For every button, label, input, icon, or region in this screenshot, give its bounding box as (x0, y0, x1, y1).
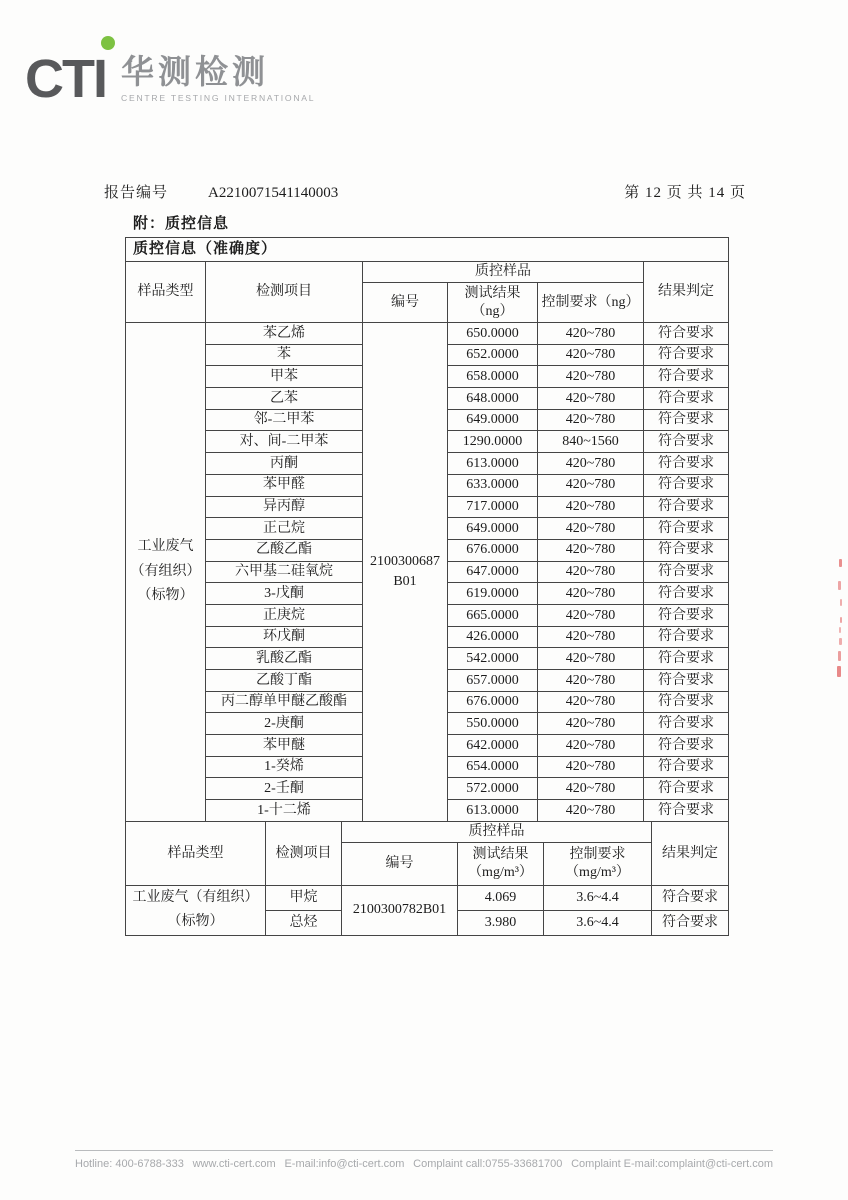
result-judge-cell: 符合要求 (644, 626, 729, 648)
control-req-cell: 420~780 (538, 366, 644, 388)
control-req-cell: 420~780 (538, 756, 644, 778)
test-item-cell: 丙二醇单甲醚乙酸酯 (206, 691, 363, 713)
test-item-cell: 1-癸烯 (206, 756, 363, 778)
control-req-cell: 3.6~4.4 (544, 910, 652, 935)
col-header-test-item: 检测项目 (266, 821, 342, 885)
footer-complaint-call: Complaint call:0755-33681700 (413, 1158, 563, 1170)
test-item-cell: 六甲基二硅氧烷 (206, 561, 363, 583)
result-judge-cell: 符合要求 (644, 800, 729, 822)
test-result-cell: 613.0000 (448, 453, 538, 475)
result-judge-cell: 符合要求 (644, 713, 729, 735)
test-result-cell: 658.0000 (448, 366, 538, 388)
attachment-title: 附：质控信息 (133, 216, 230, 232)
report-no-value: A2210071541140003 (208, 185, 339, 201)
qc-table-accuracy (125, 237, 729, 822)
sample-no-cell: 2100300782B01 (342, 885, 458, 935)
col-header-sample-no: 编号 (363, 283, 448, 323)
qc-tables (125, 237, 730, 936)
result-judge-cell: 符合要求 (644, 604, 729, 626)
test-result-cell: 650.0000 (448, 323, 538, 345)
test-result-cell: 642.0000 (448, 735, 538, 757)
logo-en-name: CENTRE TESTING INTERNATIONAL (121, 93, 316, 103)
result-judge-cell: 符合要求 (644, 388, 729, 410)
test-result-cell: 649.0000 (448, 518, 538, 540)
logo-cn-name: 华测检测 (121, 53, 269, 91)
test-item-cell: 苯甲醛 (206, 474, 363, 496)
control-req-cell: 420~780 (538, 561, 644, 583)
report-no-label: 报告编号 (104, 185, 169, 201)
test-item-cell: 苯 (206, 344, 363, 366)
test-item-cell: 正己烷 (206, 518, 363, 540)
result-judge-cell: 符合要求 (644, 366, 729, 388)
test-item-cell: 环戊酮 (206, 626, 363, 648)
control-req-cell: 420~780 (538, 344, 644, 366)
result-judge-cell: 符合要求 (644, 735, 729, 757)
cti-letters: CTI (25, 49, 106, 109)
col-header-control-req: 控制要求（ng） (538, 283, 644, 323)
control-req-cell: 3.6~4.4 (544, 885, 652, 910)
result-judge-cell: 符合要求 (644, 561, 729, 583)
page-info: 第 12 页 共 14 页 (624, 185, 746, 201)
sample-type-cell: 工业废气（有组织） （标物） (126, 885, 266, 935)
sample-no-cell: 2100300687 B01 (363, 323, 448, 822)
result-judge-cell: 符合要求 (644, 409, 729, 431)
test-result-cell: 619.0000 (448, 583, 538, 605)
result-judge-cell: 符合要求 (644, 453, 729, 475)
logo-green-dot-icon (101, 36, 115, 50)
footer-complaint-email: Complaint E-mail:complaint@cti-cert.com (571, 1158, 773, 1170)
test-item-cell: 乙酸乙酯 (206, 539, 363, 561)
cti-wordmark (25, 36, 106, 109)
test-result-cell: 654.0000 (448, 756, 538, 778)
control-req-cell: 420~780 (538, 474, 644, 496)
test-result-cell: 542.0000 (448, 648, 538, 670)
header-row-1 (126, 821, 729, 842)
test-item-cell: 乙苯 (206, 388, 363, 410)
col-header-qc-sample: 质控样品 (342, 821, 652, 842)
test-result-cell: 647.0000 (448, 561, 538, 583)
control-req-cell: 420~780 (538, 670, 644, 692)
cti-logo (25, 36, 316, 109)
control-req-cell: 420~780 (538, 800, 644, 822)
footer-contact-line (75, 1158, 773, 1170)
result-judge-cell: 符合要求 (652, 910, 729, 935)
control-req-cell: 420~780 (538, 691, 644, 713)
control-req-cell: 420~780 (538, 409, 644, 431)
control-req-cell: 420~780 (538, 496, 644, 518)
footer-email: E-mail:info@cti-cert.com (284, 1158, 405, 1170)
test-result-cell: 3.980 (458, 910, 544, 935)
footer-hotline: Hotline: 400-6788-333 (75, 1158, 184, 1170)
control-req-cell: 840~1560 (538, 431, 644, 453)
table-row (126, 885, 729, 910)
test-item-cell: 2-壬酮 (206, 778, 363, 800)
table-title-row (126, 238, 729, 262)
test-result-cell: 676.0000 (448, 691, 538, 713)
control-req-cell: 420~780 (538, 539, 644, 561)
test-item-cell: 正庚烷 (206, 604, 363, 626)
col-header-test-result: 测试结果 （ng） (448, 283, 538, 323)
test-result-cell: 550.0000 (448, 713, 538, 735)
result-judge-cell: 符合要求 (644, 670, 729, 692)
col-header-sample-type: 样品类型 (126, 821, 266, 885)
col-header-sample-type: 样品类型 (126, 262, 206, 323)
control-req-cell: 420~780 (538, 735, 644, 757)
test-result-cell: 4.069 (458, 885, 544, 910)
result-judge-cell: 符合要求 (644, 323, 729, 345)
control-req-cell: 420~780 (538, 626, 644, 648)
table-row (126, 323, 729, 345)
test-result-cell: 652.0000 (448, 344, 538, 366)
control-req-cell: 420~780 (538, 583, 644, 605)
test-item-cell: 1-十二烯 (206, 800, 363, 822)
control-req-cell: 420~780 (538, 518, 644, 540)
control-req-cell: 420~780 (538, 604, 644, 626)
table1-title: 质控信息（准确度） (126, 238, 729, 262)
col-header-result-judge: 结果判定 (644, 262, 729, 323)
test-item-cell: 甲苯 (206, 366, 363, 388)
col-header-test-item: 检测项目 (206, 262, 363, 323)
logo-names (121, 55, 315, 106)
test-item-cell: 甲烷 (266, 885, 342, 910)
result-judge-cell: 符合要求 (644, 474, 729, 496)
result-judge-cell: 符合要求 (644, 496, 729, 518)
test-result-cell: 613.0000 (448, 800, 538, 822)
sample-type-cell: 工业废气 （有组织） （标物） (126, 323, 206, 822)
control-req-cell: 420~780 (538, 323, 644, 345)
test-result-cell: 657.0000 (448, 670, 538, 692)
result-judge-cell: 符合要求 (644, 431, 729, 453)
col-header-sample-no: 编号 (342, 842, 458, 885)
control-req-cell: 420~780 (538, 648, 644, 670)
result-judge-cell: 符合要求 (644, 648, 729, 670)
control-req-cell: 420~780 (538, 713, 644, 735)
test-result-cell: 572.0000 (448, 778, 538, 800)
col-header-qc-sample: 质控样品 (363, 262, 644, 283)
test-item-cell: 丙酮 (206, 453, 363, 475)
qc-table-methane (125, 821, 729, 936)
control-req-cell: 420~780 (538, 778, 644, 800)
test-result-cell: 676.0000 (448, 539, 538, 561)
col-header-test-result: 测试结果 （mg/m³） (458, 842, 544, 885)
col-header-result-judge: 结果判定 (652, 821, 729, 885)
test-result-cell: 633.0000 (448, 474, 538, 496)
result-judge-cell: 符合要求 (652, 885, 729, 910)
test-item-cell: 3-戊酮 (206, 583, 363, 605)
footer-website: www.cti-cert.com (192, 1158, 276, 1170)
test-item-cell: 苯乙烯 (206, 323, 363, 345)
test-result-cell: 1290.0000 (448, 431, 538, 453)
result-judge-cell: 符合要求 (644, 756, 729, 778)
test-item-cell: 2-庚酮 (206, 713, 363, 735)
report-meta-row (104, 181, 746, 202)
result-judge-cell: 符合要求 (644, 691, 729, 713)
result-judge-cell: 符合要求 (644, 539, 729, 561)
test-item-cell: 邻-二甲苯 (206, 409, 363, 431)
result-judge-cell: 符合要求 (644, 344, 729, 366)
page-footer (75, 1150, 773, 1170)
test-result-cell: 717.0000 (448, 496, 538, 518)
test-result-cell: 426.0000 (448, 626, 538, 648)
result-judge-cell: 符合要求 (644, 583, 729, 605)
control-req-cell: 420~780 (538, 388, 644, 410)
test-item-cell: 乙酸丁酯 (206, 670, 363, 692)
control-req-cell: 420~780 (538, 453, 644, 475)
test-result-cell: 648.0000 (448, 388, 538, 410)
col-header-control-req: 控制要求 （mg/m³） (544, 842, 652, 885)
test-item-cell: 乳酸乙酯 (206, 648, 363, 670)
test-item-cell: 异丙醇 (206, 496, 363, 518)
header-row-1 (126, 262, 729, 283)
test-item-cell: 对、间-二甲苯 (206, 431, 363, 453)
test-item-cell: 总烃 (266, 910, 342, 935)
test-result-cell: 665.0000 (448, 604, 538, 626)
test-result-cell: 649.0000 (448, 409, 538, 431)
test-item-cell: 苯甲醚 (206, 735, 363, 757)
result-judge-cell: 符合要求 (644, 518, 729, 540)
result-judge-cell: 符合要求 (644, 778, 729, 800)
